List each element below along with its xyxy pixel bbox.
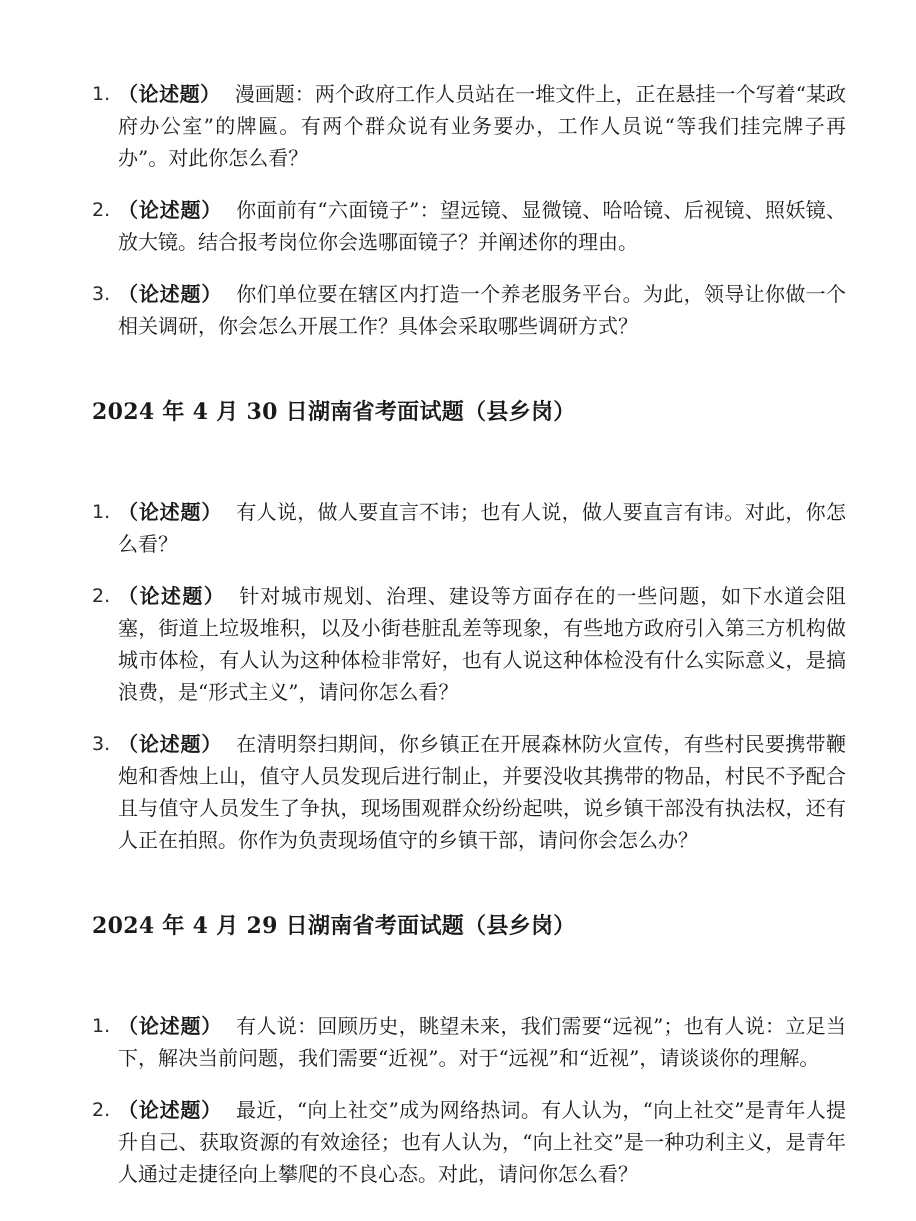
question-item <box>92 278 846 342</box>
question-body <box>118 580 846 708</box>
question-item <box>92 1094 846 1190</box>
question-text: 你面前有“六面镜子”：望远镜、显微镜、哈哈镜、后视镜、照妖镜、放大镜。结合报考岗位你会选哪面镜子？并阐述你的理由。 <box>118 198 846 254</box>
question-text: 在清明祭扫期间，你乡镇正在开展森林防火宣传，有些村民要携带鞭炮和香烛上山，值守人员发现后进行制止，并要没收其携带的物品，村民不予配合且与值守人员发生了争执，现场围观群众纷纷起哄，说乡镇干部没有执法权，还有人正在拍照。你作为负责现场值守的乡镇干部，请问你会怎么办？ <box>118 732 847 852</box>
question-text: 你们单位要在辖区内打造一个养老服务平台。为此，领导让你做一个相关调研，你会怎么开展工作？具体会采取哪些调研方式？ <box>118 282 847 338</box>
question-number: 3. <box>92 283 111 305</box>
question-type: （论述题） <box>118 732 223 756</box>
question-body <box>118 728 846 856</box>
question-body <box>118 1010 846 1074</box>
question-list <box>92 1010 846 1190</box>
question-list <box>92 496 846 856</box>
section-title: 2024 年 4 月 29 日湖南省考面试题（县乡岗） <box>92 913 576 939</box>
question-type: （论述题） <box>118 584 226 608</box>
question-type: （论述题） <box>118 1014 223 1038</box>
question-item <box>92 194 846 258</box>
question-body <box>118 194 846 258</box>
question-item <box>92 1010 846 1074</box>
question-text: 有人说：回顾历史，眺望未来，我们需要“远视”；也有人说：立足当下，解决当前问题，我们需要“近视”。对于“远视”和“近视”，请谈谈你的理解。 <box>118 1014 846 1070</box>
question-body <box>118 496 846 560</box>
question-type: （论述题） <box>118 282 223 306</box>
question-item <box>92 580 846 708</box>
question-type: （论述题） <box>118 1098 222 1122</box>
question-item <box>92 496 846 560</box>
question-number: 1. <box>92 1015 111 1037</box>
question-text: 有人说，做人要直言不讳；也有人说，做人要直言有讳。对此，你怎么看？ <box>118 500 847 556</box>
question-text: 最近，“向上社交”成为网络热词。有人认为，“向上社交”是青年人提升自己、获取资源的有效途径；也有人认为，“向上社交”是一种功利主义，是青年人通过走捷径向上攀爬的不良心态。对此，请问你怎么看？ <box>118 1098 847 1186</box>
question-body <box>118 78 846 174</box>
question-number: 1. <box>92 501 111 523</box>
question-number: 2. <box>92 585 111 607</box>
question-type: （论述题） <box>118 500 223 524</box>
question-type: （论述题） <box>118 82 221 106</box>
question-number: 3. <box>92 733 111 755</box>
question-type: （论述题） <box>118 198 223 222</box>
question-text: 针对城市规划、治理、建设等方面存在的一些问题，如下水道会阻塞，街道上垃圾堆积，以及小街巷脏乱差等现象，有些地方政府引入第三方机构做城市体检，有人认为这种体检非常好，也有人说这种体检没有什么实际意义，是搞浪费，是“形式主义”，请问你怎么看？ <box>118 584 847 704</box>
question-body <box>118 278 846 342</box>
question-number: 1. <box>92 83 111 105</box>
question-number: 2. <box>92 199 111 221</box>
question-number: 2. <box>92 1099 111 1121</box>
section-title: 2024 年 4 月 30 日湖南省考面试题（县乡岗） <box>92 399 576 425</box>
question-list <box>92 78 846 342</box>
question-item <box>92 78 846 174</box>
question-text: 漫画题：两个政府工作人员站在一堆文件上，正在悬挂一个写着“某政府办公室”的牌匾。有两个群众说有业务要办，工作人员说“等我们挂完牌子再办”。对此你怎么看？ <box>118 82 846 170</box>
question-body <box>118 1094 846 1190</box>
question-item <box>92 728 846 856</box>
